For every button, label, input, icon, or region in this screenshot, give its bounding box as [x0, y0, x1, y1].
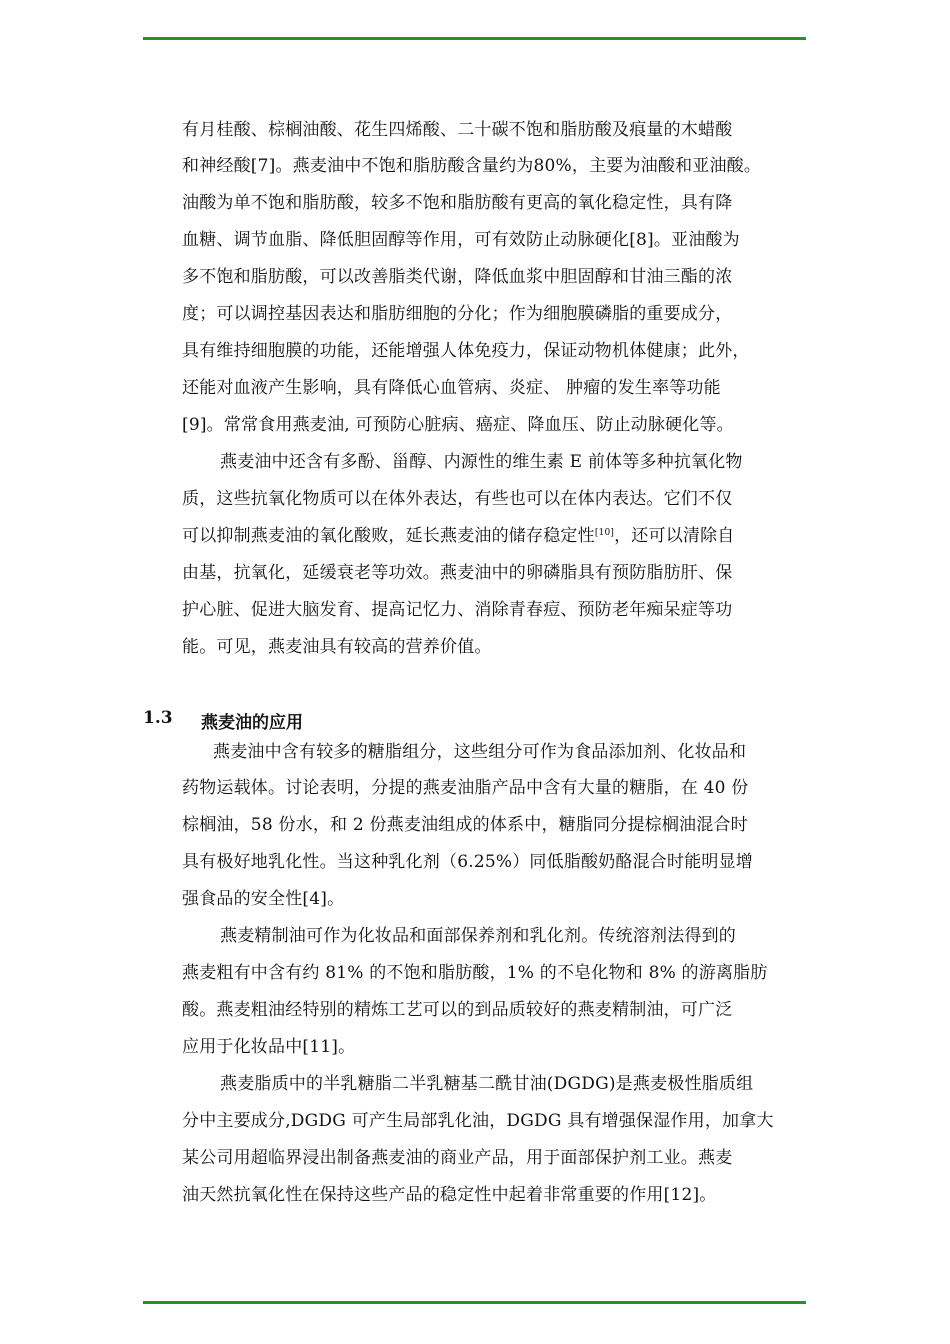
paragraph1-line: 血糖、调节血脂、降低胆固醇等作用，可有效防止动脉硬化[8]。亚油酸为	[182, 230, 740, 250]
paragraph3-line: 燕麦油中含有较多的糖脂组分，这些组分可作为食品添加剂、化妆品和	[213, 742, 747, 762]
paragraph2-line: 质，这些抗氧化物质可以在体外表达，有些也可以在体内表达。它们不仅	[182, 489, 733, 509]
paragraph1-line: 和神经酸[7]。燕麦油中不饱和脂肪酸含量约为80%，主要为油酸和亚油酸。	[182, 156, 762, 176]
paragraph5-line: 燕麦脂质中的半乳糖脂二半乳糖基二酰甘油(DGDG)是燕麦极性脂质组	[220, 1074, 754, 1094]
paragraph2-text: ，还可以清除自	[614, 526, 735, 546]
paragraph3-line: 药物运载体。讨论表明，分提的燕麦油脂产品中含有大量的糖脂，在 40 份	[182, 778, 749, 798]
paragraph2-line	[182, 526, 822, 546]
paragraph1-line: 油酸为单不饱和脂肪酸，较多不饱和脂肪酸有更高的氧化稳定性，具有降	[182, 193, 733, 213]
section-title: 燕麦油的应用	[201, 713, 303, 733]
paragraph2-line: 能。可见，燕麦油具有较高的营养价值。	[182, 637, 492, 657]
paragraph1-line: 有月桂酸、棕榈油酸、花生四烯酸、二十碳不饱和脂肪酸及痕量的木蜡酸	[182, 120, 733, 140]
paragraph3-line: 棕榈油，58 份水，和 2 份燕麦油组成的体系中，糖脂同分提棕榈油混合时	[182, 815, 748, 835]
paragraph1-line: 还能对血液产生影响，具有降低心血管病、炎症、 肿瘤的发生率等功能	[182, 378, 721, 398]
paragraph4-line: 应用于化妆品中[11]。	[182, 1037, 356, 1057]
paragraph2-text: 可以抑制燕麦油的氧化酸败，延长燕麦油的储存稳定性	[182, 526, 595, 546]
paragraph5-line: 分中主要成分,DGDG 可产生局部乳化油，DGDG 具有增强保湿作用，加拿大	[182, 1111, 774, 1131]
paragraph5-line: 某公司用超临界浸出制备燕麦油的商业产品，用于面部保护剂工业。燕麦	[182, 1148, 733, 1168]
section-number: 1.3	[143, 708, 173, 728]
paragraph3-line: 具有极好地乳化性。当这种乳化剂（6.25%）同低脂酸奶酪混合时能明显增	[182, 852, 754, 872]
paragraph3-line: 强食品的安全性[4]。	[182, 889, 345, 909]
paragraph1-line: 多不饱和脂肪酸，可以改善脂类代谢，降低血浆中胆固醇和甘油三酯的浓	[182, 267, 733, 287]
paragraph4-line: 燕麦粗有中含有约 81% 的不饱和脂肪酸，1% 的不皂化物和 8% 的游离脂肪	[182, 963, 768, 983]
paragraph1-line: 度；可以调控基因表达和脂肪细胞的分化；作为细胞膜磷脂的重要成分，	[182, 304, 733, 324]
header-rule	[143, 37, 806, 40]
paragraph1-line: 具有维持细胞膜的功能，还能增强人体免疫力，保证动物机体健康；此外，	[182, 341, 750, 361]
paragraph2-line: 护心脏、促进大脑发育、提高记忆力、消除青春痘、预防老年痴呆症等功	[182, 600, 733, 620]
paragraph2-line: 燕麦油中还含有多酚、甾醇、内源性的维生素 E 前体等多种抗氧化物	[220, 452, 743, 472]
paragraph5-line: 油天然抗氧化性在保持这些产品的稳定性中起着非常重要的作用[12]。	[182, 1185, 717, 1205]
paragraph4-line: 酸。燕麦粗油经特别的精炼工艺可以的到品质较好的燕麦精制油，可广泛	[182, 1000, 733, 1020]
citation-superscript: [10]	[594, 528, 615, 538]
paragraph1-line: [9]。常常食用燕麦油, 可预防心脏病、癌症、降血压、防止动脉硬化等。	[182, 415, 734, 435]
paragraph2-line: 由基，抗氧化，延缓衰老等功效。燕麦油中的卵磷脂具有预防脂肪肝、保	[182, 563, 733, 583]
paragraph4-line: 燕麦精制油可作为化妆品和面部保养剂和乳化剂。传统溶剂法得到的	[220, 926, 736, 946]
footer-rule	[143, 1301, 806, 1304]
